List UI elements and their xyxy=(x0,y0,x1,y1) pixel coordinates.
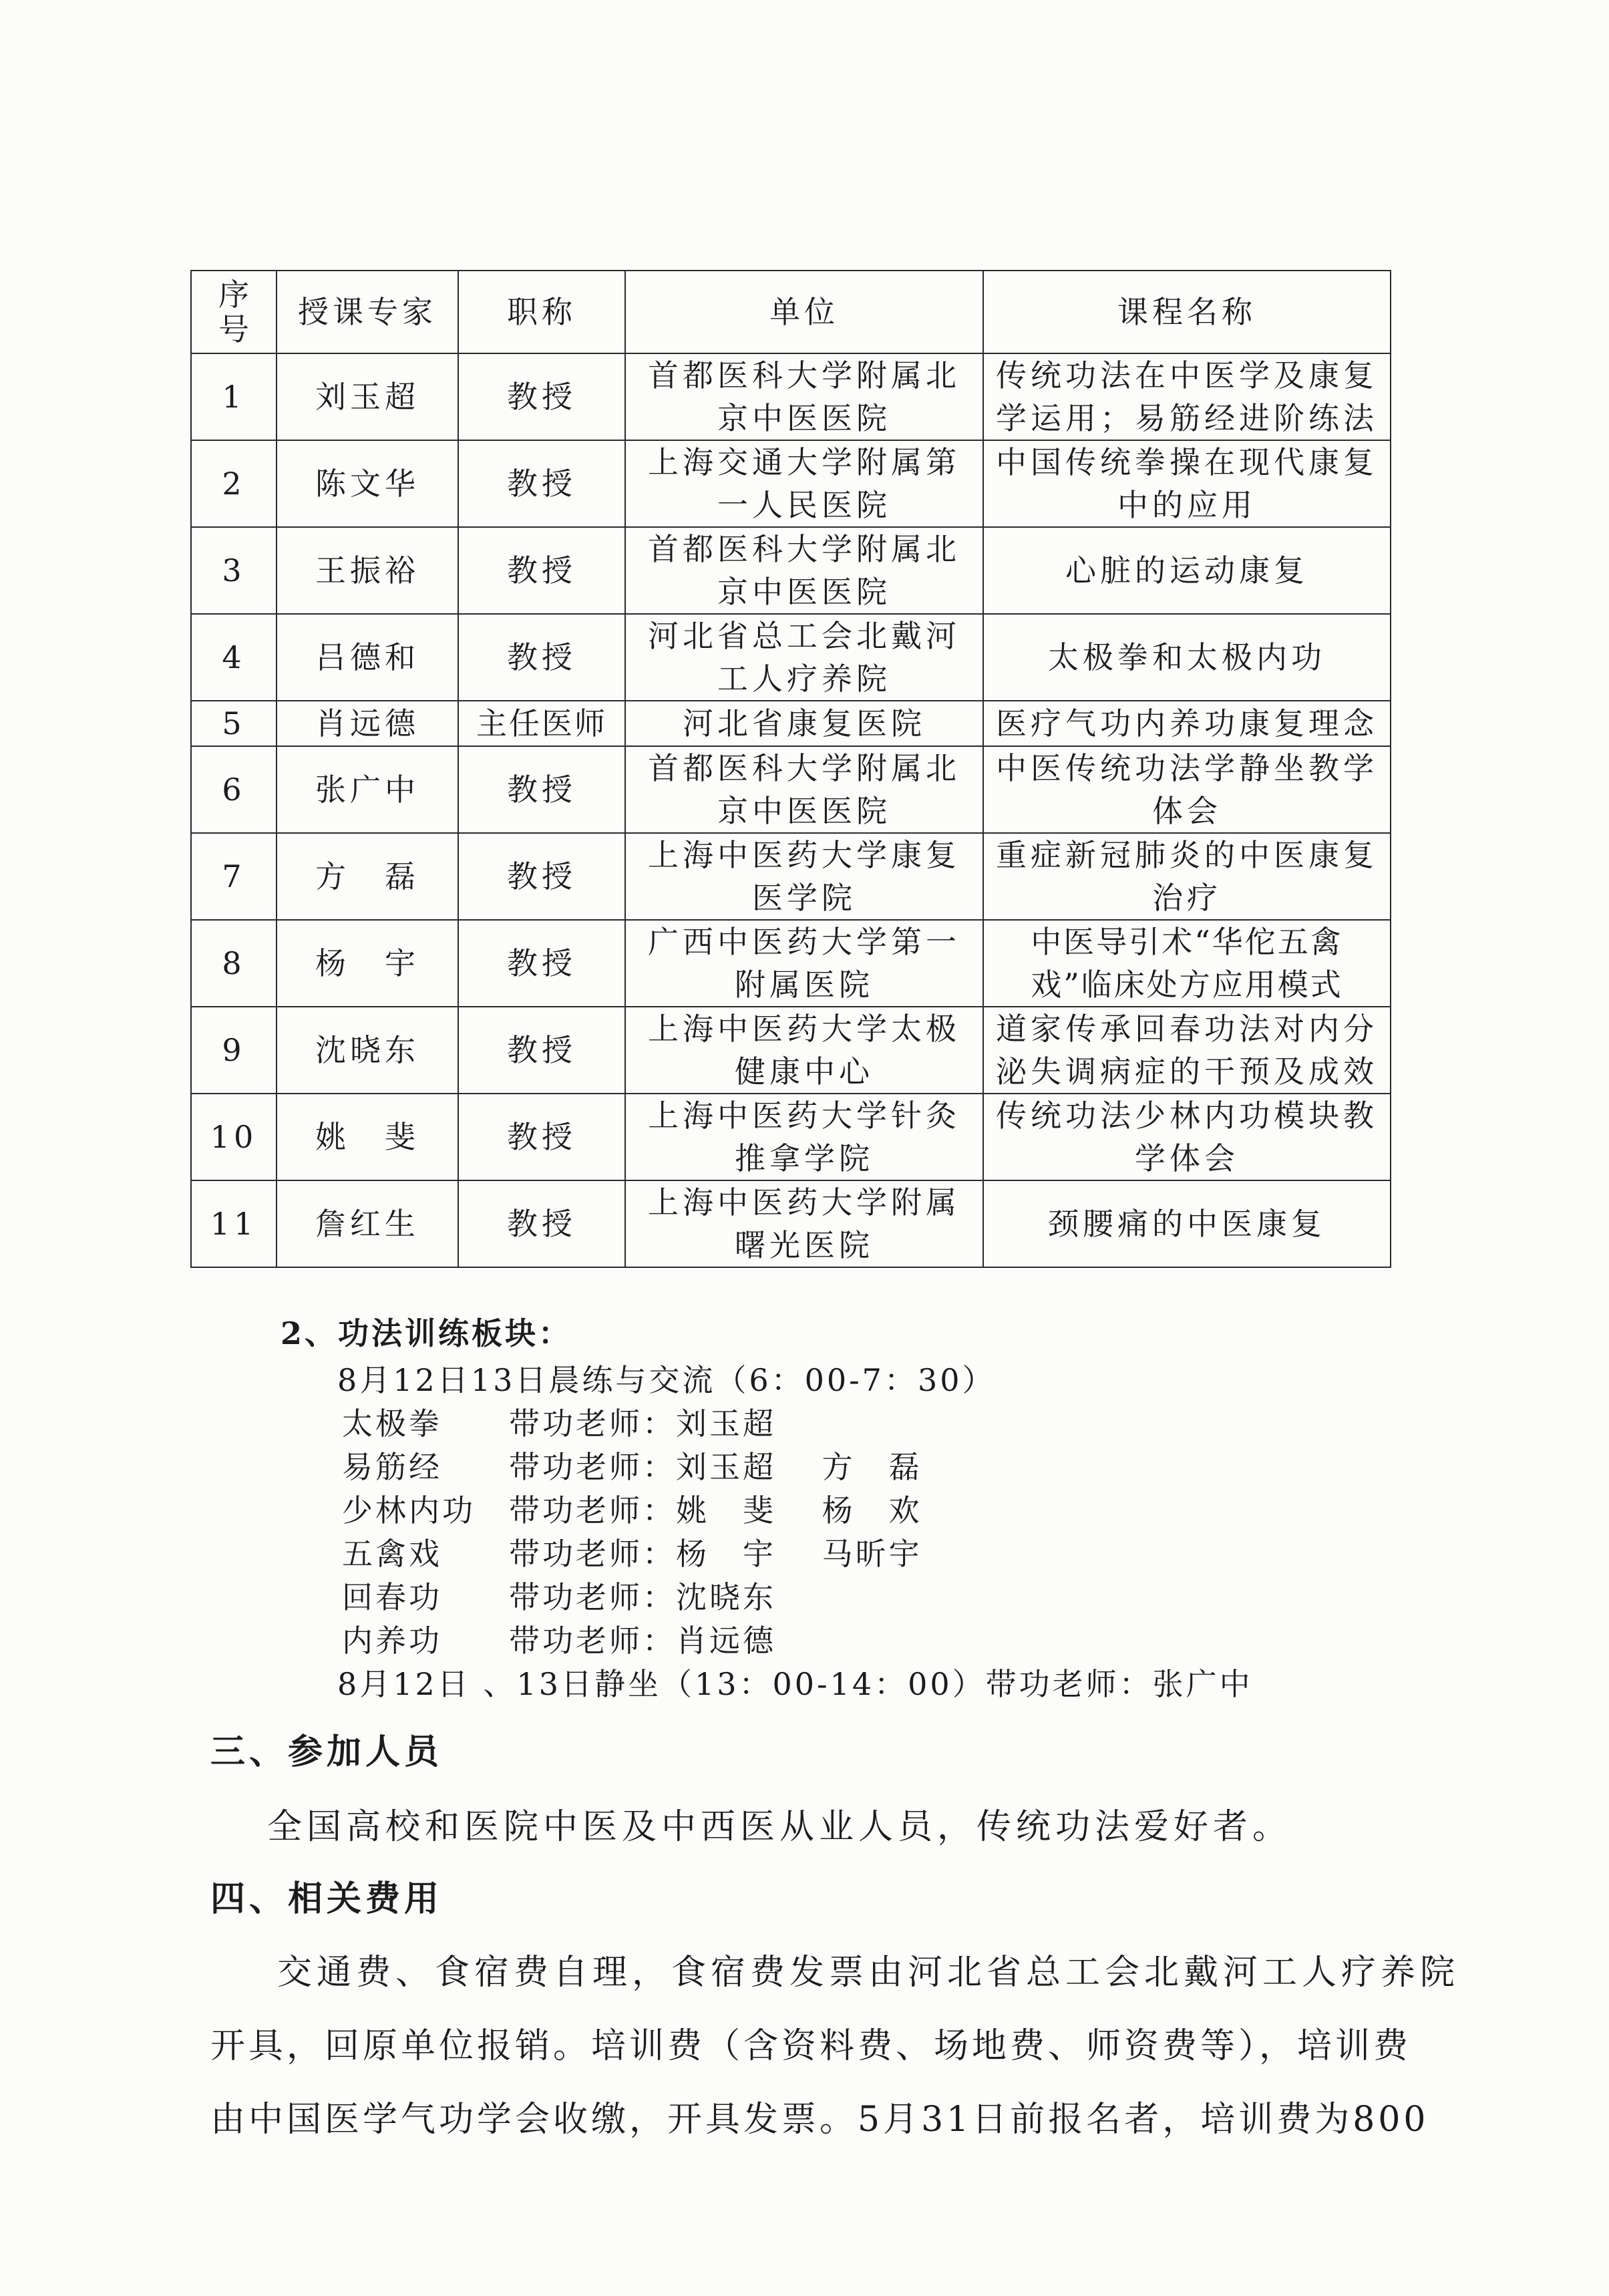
header-seq-line: 序 xyxy=(218,277,249,313)
teacher-label: 带功老师： xyxy=(509,1406,676,1442)
table-row xyxy=(191,833,1391,920)
cell-unit: 首都医科大学附属北京中医医院 xyxy=(625,527,983,614)
cell-course: 传统功法少林内功模块教学体会 xyxy=(983,1094,1391,1180)
training-item-name: 五禽戏 xyxy=(342,1536,442,1572)
cell-expert: 沈晓东 xyxy=(277,1007,458,1094)
table-row xyxy=(191,1180,1391,1267)
table-row xyxy=(191,353,1391,440)
cell-course: 中医导引术“华佗五禽戏”临床处方应用模式 xyxy=(983,920,1391,1007)
table-row xyxy=(191,440,1391,527)
cell-course: 道家传承回春功法对内分泌失调病症的干预及成效 xyxy=(983,1007,1391,1094)
training-item-teachers: 杨 宇 马昕宇 xyxy=(676,1536,922,1572)
cell-no: 9 xyxy=(191,1007,277,1094)
cell-unit: 上海中医药大学康复医学院 xyxy=(625,833,983,920)
table-row xyxy=(191,614,1391,701)
cell-unit: 上海中医药大学附属曙光医院 xyxy=(625,1180,983,1267)
participants-heading: 三、参加人员 xyxy=(210,1732,443,1772)
cell-course: 中国传统拳操在现代康复中的应用 xyxy=(983,440,1391,527)
cell-no: 6 xyxy=(191,746,277,833)
cell-no: 7 xyxy=(191,833,277,920)
training-item-name: 易筋经 xyxy=(342,1449,442,1485)
cell-unit: 上海中医药大学太极健康中心 xyxy=(625,1007,983,1094)
cell-no: 2 xyxy=(191,440,277,527)
cell-title: 教授 xyxy=(458,1094,625,1180)
cell-expert: 方 磊 xyxy=(277,833,458,920)
fees-paragraph-line: 开具，回原单位报销。培训费（含资料费、场地费、师资费等），培训费 xyxy=(210,2026,1412,2066)
training-item xyxy=(342,1443,922,1487)
cell-unit: 首都医科大学附属北京中医医院 xyxy=(625,746,983,833)
cell-course: 传统功法在中医学及康复学运用；易筋经进阶练法 xyxy=(983,353,1391,440)
cell-expert: 吕德和 xyxy=(277,614,458,701)
teacher-label: 带功老师： xyxy=(509,1579,676,1615)
training-morning-schedule: 8月12日13日晨练与交流（6：00-7：30） xyxy=(337,1362,996,1398)
cell-expert: 肖远德 xyxy=(277,701,458,746)
table-row xyxy=(191,746,1391,833)
teacher-label: 带功老师： xyxy=(509,1492,676,1528)
cell-unit: 河北省康复医院 xyxy=(625,701,983,746)
header-seq xyxy=(191,271,277,353)
training-item-teachers: 肖远德 xyxy=(676,1623,776,1659)
cell-expert: 刘玉超 xyxy=(277,353,458,440)
training-item-teachers: 刘玉超 方 磊 xyxy=(676,1449,922,1485)
cell-expert: 陈文华 xyxy=(277,440,458,527)
cell-title: 教授 xyxy=(458,833,625,920)
table-row xyxy=(191,1007,1391,1094)
cell-no: 8 xyxy=(191,920,277,1007)
table-row xyxy=(191,1094,1391,1180)
table-row xyxy=(191,701,1391,746)
cell-expert: 王振裕 xyxy=(277,527,458,614)
cell-title: 教授 xyxy=(458,614,625,701)
header-course: 课程名称 xyxy=(983,271,1391,353)
teacher-label: 带功老师： xyxy=(509,1623,676,1659)
cell-no: 1 xyxy=(191,353,277,440)
cell-no: 4 xyxy=(191,614,277,701)
training-item-name: 回春功 xyxy=(342,1579,442,1615)
cell-no: 10 xyxy=(191,1094,277,1180)
training-heading: 2、功法训练板块： xyxy=(281,1315,572,1351)
cell-course: 重症新冠肺炎的中医康复治疗 xyxy=(983,833,1391,920)
training-item xyxy=(342,1486,922,1530)
header-title: 职称 xyxy=(458,271,625,353)
cell-title: 教授 xyxy=(458,1007,625,1094)
header-unit: 单位 xyxy=(625,271,983,353)
cell-title: 教授 xyxy=(458,353,625,440)
cell-expert: 姚 斐 xyxy=(277,1094,458,1180)
cell-unit: 上海交通大学附属第一人民医院 xyxy=(625,440,983,527)
table-header-row xyxy=(191,271,1391,353)
teacher-label: 带功老师： xyxy=(509,1536,676,1572)
cell-title: 主任医师 xyxy=(458,701,625,746)
cell-no: 5 xyxy=(191,701,277,746)
training-sitting-schedule: 8月12日 、13日静坐（13：00-14：00）带功老师：张广中 xyxy=(337,1666,1253,1702)
participants-text: 全国高校和医院中医及中西医从业人员，传统功法爱好者。 xyxy=(267,1807,1292,1847)
table-row xyxy=(191,527,1391,614)
cell-unit: 河北省总工会北戴河工人疗养院 xyxy=(625,614,983,701)
cell-title: 教授 xyxy=(458,440,625,527)
cell-course: 医疗气功内养功康复理念 xyxy=(983,701,1391,746)
cell-course: 中医传统功法学静坐教学体会 xyxy=(983,746,1391,833)
teacher-label: 带功老师： xyxy=(509,1449,676,1485)
cell-expert: 詹红生 xyxy=(277,1180,458,1267)
training-item xyxy=(342,1617,776,1661)
cell-no: 11 xyxy=(191,1180,277,1267)
course-table xyxy=(190,270,1391,1268)
training-item-teachers: 刘玉超 xyxy=(676,1406,776,1442)
cell-expert: 张广中 xyxy=(277,746,458,833)
cell-title: 教授 xyxy=(458,527,625,614)
fees-paragraph-line: 由中国医学气功学会收缴，开具发票。5月31日前报名者，培训费为800 xyxy=(210,2100,1429,2140)
cell-unit: 首都医科大学附属北京中医医院 xyxy=(625,353,983,440)
cell-course: 心脏的运动康复 xyxy=(983,527,1391,614)
cell-no: 3 xyxy=(191,527,277,614)
cell-unit: 广西中医药大学第一附属医院 xyxy=(625,920,983,1007)
cell-title: 教授 xyxy=(458,920,625,1007)
cell-title: 教授 xyxy=(458,1180,625,1267)
header-seq-line: 号 xyxy=(218,311,249,347)
cell-course: 颈腰痛的中医康复 xyxy=(983,1180,1391,1267)
training-item-teachers: 姚 斐 杨 欢 xyxy=(676,1492,922,1528)
header-expert: 授课专家 xyxy=(277,271,458,353)
cell-unit: 上海中医药大学针灸推拿学院 xyxy=(625,1094,983,1180)
cell-title: 教授 xyxy=(458,746,625,833)
training-item-name: 内养功 xyxy=(342,1623,442,1659)
training-item-teachers: 沈晓东 xyxy=(676,1579,776,1615)
cell-expert: 杨 宇 xyxy=(277,920,458,1007)
training-item xyxy=(342,1400,776,1444)
training-item xyxy=(342,1530,922,1574)
training-item-name: 太极拳 xyxy=(342,1406,442,1442)
cell-course: 太极拳和太极内功 xyxy=(983,614,1391,701)
training-item xyxy=(342,1573,776,1617)
training-item-name: 少林内功 xyxy=(342,1492,476,1528)
table-row xyxy=(191,920,1391,1007)
fees-paragraph-line: 交通费、食宿费自理，食宿费发票由河北省总工会北戴河工人疗养院 xyxy=(277,1953,1460,1993)
fees-heading: 四、相关费用 xyxy=(210,1878,443,1919)
